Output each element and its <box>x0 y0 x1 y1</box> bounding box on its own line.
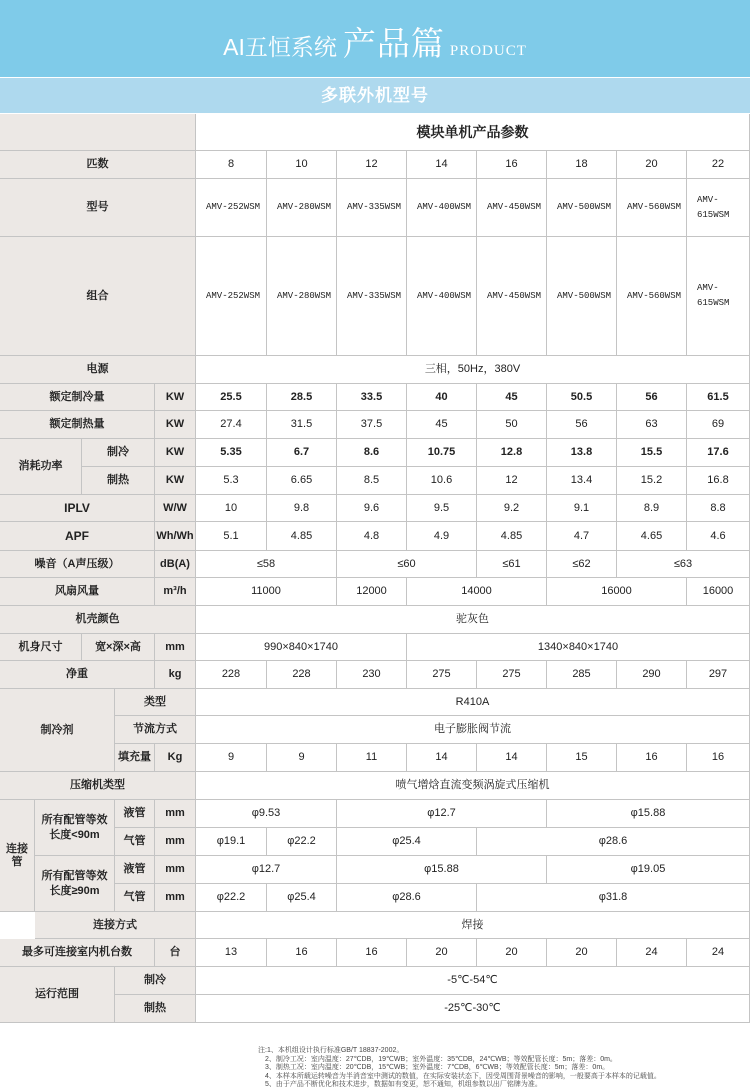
label-consumption-cool: 制冷 <box>82 439 155 467</box>
unit-mm: mm <box>155 884 196 912</box>
liquid-pipe-value: φ15.88 <box>547 800 750 828</box>
label-color: 机壳颜色 <box>0 606 196 634</box>
iplv-value: 9.1 <box>547 495 617 522</box>
heat-power-value: 5.3 <box>196 467 267 495</box>
label-size: 机身尺寸 <box>0 634 82 661</box>
banner-title-prefix: AI五恒系统 <box>223 34 337 60</box>
combo-value: AMV-335WSM <box>337 237 407 356</box>
label-gas-pipe: 气管 <box>115 828 155 856</box>
label-noise: 噪音（A声压级） <box>0 551 155 578</box>
charge-value: 9 <box>196 744 267 772</box>
charge-value: 14 <box>407 744 477 772</box>
cool-capacity-value: 33.5 <box>337 384 407 411</box>
label-combo: 组合 <box>0 237 196 356</box>
gas-pipe-value: φ28.6 <box>477 828 750 856</box>
unit-dba: dB(A) <box>155 551 196 578</box>
size-value: 1340×840×1740 <box>407 634 750 661</box>
hp-value: 16 <box>477 151 547 179</box>
unit-ww: W/W <box>155 495 196 522</box>
section-bar <box>0 78 750 113</box>
cool-capacity-value: 28.5 <box>267 384 337 411</box>
hp-value: 20 <box>617 151 687 179</box>
label-heat-capacity: 额定制热量 <box>0 411 155 439</box>
apf-value: 4.8 <box>337 522 407 551</box>
label-refrigerant: 制冷剂 <box>0 689 115 772</box>
cool-power-value: 8.6 <box>337 439 407 467</box>
heat-power-value: 6.65 <box>267 467 337 495</box>
max-indoor-value: 20 <box>407 939 477 967</box>
label-refrigerant-type: 类型 <box>115 689 196 716</box>
heat-capacity-value: 27.4 <box>196 411 267 439</box>
gas-pipe-value: φ28.6 <box>337 884 477 912</box>
max-indoor-value: 16 <box>267 939 337 967</box>
gas-pipe-value: φ25.4 <box>337 828 477 856</box>
cool-capacity-value: 45 <box>477 384 547 411</box>
heat-power-value: 13.4 <box>547 467 617 495</box>
cool-capacity-value: 50.5 <box>547 384 617 411</box>
label-pipes: 连接管 <box>0 800 35 912</box>
footnote-line: 4、本样本所载运转噪音为半消音室中测试的数值，在实际安装状态下，因受周围背景噪音的影响，一般要高于本样本的记载值。 <box>265 1072 661 1080</box>
hp-value: 22 <box>687 151 750 179</box>
cool-power-value: 13.8 <box>547 439 617 467</box>
weight-value: 228 <box>267 661 337 689</box>
banner-title-main: 产品篇 <box>342 25 445 62</box>
unit-kw: KW <box>155 411 196 439</box>
combo-value: AMV-500WSM <box>547 237 617 356</box>
model-value: AMV-500WSM <box>547 179 617 237</box>
combo-value: AMV-400WSM <box>407 237 477 356</box>
heat-capacity-value: 69 <box>687 411 750 439</box>
label-liquid-pipe: 液管 <box>115 856 155 884</box>
compressor-value: 喷气增焓直流变频涡旋式压缩机 <box>196 772 750 800</box>
unit-mm: mm <box>155 800 196 828</box>
footnotes <box>258 1047 738 1090</box>
model-value: AMV-400WSM <box>407 179 477 237</box>
label-range-cool: 制冷 <box>115 967 196 995</box>
label-weight: 净重 <box>0 661 155 689</box>
cool-power-value: 6.7 <box>267 439 337 467</box>
liquid-pipe-value: φ15.88 <box>337 856 547 884</box>
model-value: AMV-450WSM <box>477 179 547 237</box>
weight-value: 275 <box>477 661 547 689</box>
noise-value: ≤58 <box>196 551 337 578</box>
noise-value: ≤61 <box>477 551 547 578</box>
throttle-value: 电子膨胀阀节流 <box>196 716 750 744</box>
heat-capacity-value: 31.5 <box>267 411 337 439</box>
heat-capacity-value: 50 <box>477 411 547 439</box>
unit-mm: mm <box>155 634 196 661</box>
label-liquid-pipe: 液管 <box>115 800 155 828</box>
footnote-line: 5、由于产品不断优化和技术进步，数据如有变更，恕不通知，机组参数以出厂铭牌为准。 <box>265 1081 542 1089</box>
apf-value: 4.7 <box>547 522 617 551</box>
label-throttle: 节流方式 <box>115 716 196 744</box>
label-power-consumption: 消耗功率 <box>0 439 82 495</box>
noise-value: ≤60 <box>337 551 477 578</box>
unit-kw: KW <box>155 384 196 411</box>
label-operating-range: 运行范围 <box>0 967 115 1023</box>
max-indoor-value: 24 <box>617 939 687 967</box>
airflow-value: 16000 <box>687 578 750 606</box>
cool-power-value: 15.5 <box>617 439 687 467</box>
heat-power-value: 16.8 <box>687 467 750 495</box>
label-power: 电源 <box>0 356 196 384</box>
heat-capacity-value: 63 <box>617 411 687 439</box>
gas-pipe-value: φ25.4 <box>267 884 337 912</box>
label-size-dims: 宽×深×高 <box>82 634 155 661</box>
label-pipe-group-short: 所有配管等效长度<90m <box>35 800 115 856</box>
heat-capacity-value: 37.5 <box>337 411 407 439</box>
apf-value: 4.65 <box>617 522 687 551</box>
weight-value: 290 <box>617 661 687 689</box>
combo-value: AMV-450WSM <box>477 237 547 356</box>
cool-power-value: 5.35 <box>196 439 267 467</box>
heat-capacity-value: 56 <box>547 411 617 439</box>
gas-pipe-value: φ31.8 <box>477 884 750 912</box>
combo-value: AMV-252WSM <box>196 237 267 356</box>
unit-m3h: m³/h <box>155 578 196 606</box>
gas-pipe-value: φ19.1 <box>196 828 267 856</box>
liquid-pipe-value: φ12.7 <box>337 800 547 828</box>
label-cool-capacity: 额定制冷量 <box>0 384 155 411</box>
label-iplv: IPLV <box>0 495 155 522</box>
hp-value: 12 <box>337 151 407 179</box>
max-indoor-value: 13 <box>196 939 267 967</box>
hp-value: 8 <box>196 151 267 179</box>
label-range-heat: 制热 <box>115 995 196 1023</box>
range-cool-value: -5℃-54℃ <box>196 967 750 995</box>
hp-value: 14 <box>407 151 477 179</box>
power-value: 三相，50Hz，380V <box>196 356 750 384</box>
apf-value: 4.85 <box>267 522 337 551</box>
heat-power-value: 15.2 <box>617 467 687 495</box>
iplv-value: 8.8 <box>687 495 750 522</box>
heat-power-value: 8.5 <box>337 467 407 495</box>
apf-value: 4.6 <box>687 522 750 551</box>
apf-value: 4.85 <box>477 522 547 551</box>
banner-title-en: PRODUCT <box>449 43 527 59</box>
label-model: 型号 <box>0 179 196 237</box>
weight-value: 297 <box>687 661 750 689</box>
size-value: 990×840×1740 <box>196 634 407 661</box>
airflow-value: 16000 <box>547 578 687 606</box>
hp-value: 18 <box>547 151 617 179</box>
unit-kg: kg <box>155 661 196 689</box>
label-compressor: 压缩机类型 <box>0 772 196 800</box>
label-pipe-group-long: 所有配管等效长度≥90m <box>35 856 115 912</box>
cool-capacity-value: 61.5 <box>687 384 750 411</box>
iplv-value: 10 <box>196 495 267 522</box>
apf-value: 4.9 <box>407 522 477 551</box>
table-header: 模块单机产品参数 <box>196 114 750 151</box>
range-heat-value: -25℃-30℃ <box>196 995 750 1023</box>
unit-kw: KW <box>155 439 196 467</box>
airflow-value: 12000 <box>337 578 407 606</box>
iplv-value: 8.9 <box>617 495 687 522</box>
unit-mm: mm <box>155 856 196 884</box>
footnote-line: 3、制热工况：室内温度：20℃DB，15℃WB；室外温度：7℃DB，6℃WB；等效配管长度：5m；落差：0m。 <box>265 1064 610 1072</box>
max-indoor-value: 24 <box>687 939 750 967</box>
footnote-line: 2、制冷工况：室内温度：27℃DB，19℃WB；室外温度：35℃DB，24℃WB；等效配管长度：5m；落差：0m。 <box>265 1055 617 1063</box>
section-title: 多联外机型号 <box>321 86 429 105</box>
label-charge: 填充量 <box>115 744 155 772</box>
weight-value: 228 <box>196 661 267 689</box>
cool-power-value: 17.6 <box>687 439 750 467</box>
iplv-value: 9.8 <box>267 495 337 522</box>
airflow-value: 11000 <box>196 578 337 606</box>
weight-value: 285 <box>547 661 617 689</box>
model-value: AMV-252WSM <box>196 179 267 237</box>
cool-power-value: 10.75 <box>407 439 477 467</box>
iplv-value: 9.6 <box>337 495 407 522</box>
max-indoor-value: 20 <box>477 939 547 967</box>
model-value: AMV-560WSM <box>617 179 687 237</box>
max-indoor-value: 16 <box>337 939 407 967</box>
iplv-value: 9.2 <box>477 495 547 522</box>
charge-value: 14 <box>477 744 547 772</box>
cool-power-value: 12.8 <box>477 439 547 467</box>
gas-pipe-value: φ22.2 <box>267 828 337 856</box>
model-value: AMV-280WSM <box>267 179 337 237</box>
model-value: AMV-615WSM <box>687 179 750 237</box>
apf-value: 5.1 <box>196 522 267 551</box>
heat-power-value: 12 <box>477 467 547 495</box>
refrigerant-type-value: R410A <box>196 689 750 716</box>
charge-value: 9 <box>267 744 337 772</box>
unit-kg: Kg <box>155 744 196 772</box>
cool-capacity-value: 56 <box>617 384 687 411</box>
cool-capacity-value: 40 <box>407 384 477 411</box>
unit-mm: mm <box>155 828 196 856</box>
cool-capacity-value: 25.5 <box>196 384 267 411</box>
unit-kw: KW <box>155 467 196 495</box>
liquid-pipe-value: φ9.53 <box>196 800 337 828</box>
color-value: 驼灰色 <box>196 606 750 634</box>
label-apf: APF <box>0 522 155 551</box>
gas-pipe-value: φ22.2 <box>196 884 267 912</box>
header-banner <box>0 0 750 77</box>
table-corner <box>0 114 196 151</box>
airflow-value: 14000 <box>407 578 547 606</box>
weight-value: 230 <box>337 661 407 689</box>
label-hp: 匹数 <box>0 151 196 179</box>
charge-value: 11 <box>337 744 407 772</box>
charge-value: 16 <box>617 744 687 772</box>
label-connection: 连接方式 <box>35 912 196 939</box>
heat-capacity-value: 45 <box>407 411 477 439</box>
connection-value: 焊接 <box>196 912 750 939</box>
label-airflow: 风扇风量 <box>0 578 155 606</box>
iplv-value: 9.5 <box>407 495 477 522</box>
unit-whw: Wh/Wh <box>155 522 196 551</box>
footnote-line: 注:1、本机组设计执行标准GB/T 18837-2002。 <box>258 1047 404 1054</box>
combo-value: AMV-615WSM <box>687 237 750 356</box>
label-max-indoor: 最多可连接室内机台数 <box>0 939 155 967</box>
model-value: AMV-335WSM <box>337 179 407 237</box>
max-indoor-value: 20 <box>547 939 617 967</box>
liquid-pipe-value: φ19.05 <box>547 856 750 884</box>
label-consumption-heat: 制热 <box>82 467 155 495</box>
label-gas-pipe: 气管 <box>115 884 155 912</box>
charge-value: 15 <box>547 744 617 772</box>
noise-value: ≤62 <box>547 551 617 578</box>
combo-value: AMV-560WSM <box>617 237 687 356</box>
weight-value: 275 <box>407 661 477 689</box>
liquid-pipe-value: φ12.7 <box>196 856 337 884</box>
hp-value: 10 <box>267 151 337 179</box>
banner-title <box>0 18 750 65</box>
combo-value: AMV-280WSM <box>267 237 337 356</box>
noise-value: ≤63 <box>617 551 750 578</box>
heat-power-value: 10.6 <box>407 467 477 495</box>
unit-tai: 台 <box>155 939 196 967</box>
charge-value: 16 <box>687 744 750 772</box>
